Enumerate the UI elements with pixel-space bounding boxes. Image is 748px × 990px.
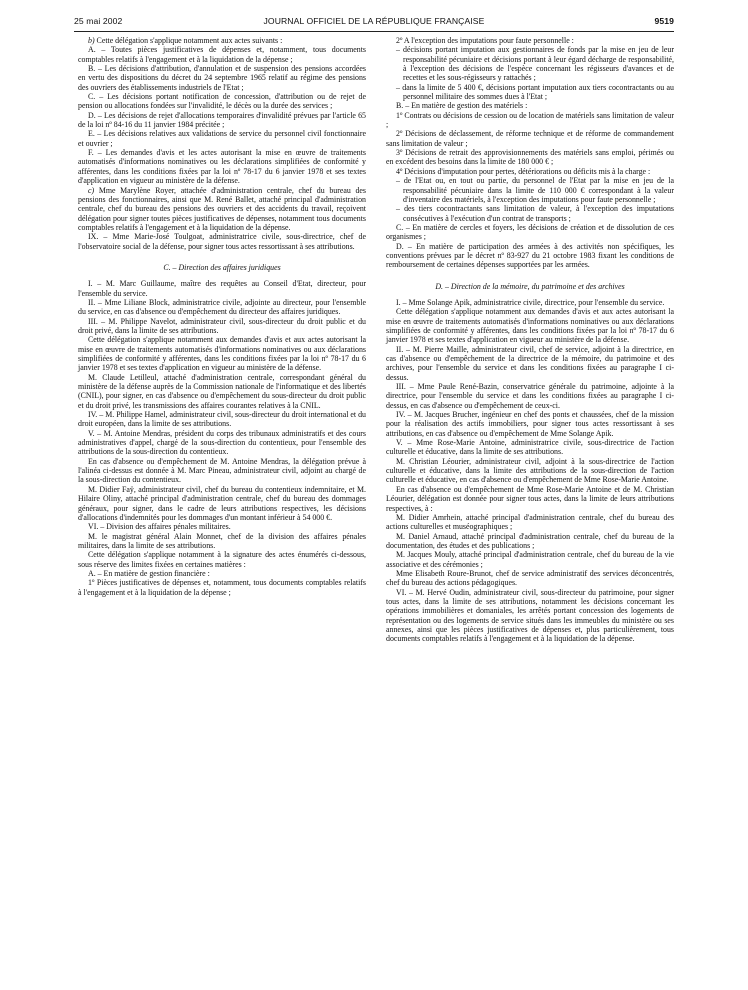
paragraph: I. – Mme Solange Apik, administratrice civile, directrice, pour l'ensemble du service. (396, 297, 665, 307)
paragraph: D. – Les décisions de rejet d'allocations temporaires d'invalidité prévues par l'article 65 de la loi nº 84-16 du 11 janvier 1984 précitée ; (78, 110, 366, 130)
paragraph: M. Didier Amrhein, attaché principal d'administration centrale, chef du bureau des actions culturelles et muséographiques ; (386, 512, 674, 532)
paragraph: M. Christian Léourier, administrateur civil, adjoint à la sous-directrice de l'action culturelle et éducative, dans la limite des attributions de la sous-direction de l'action culturelle et éducative, en cas d'absence ou d'empêchement de Mme Rose-Marie Antoine. (386, 456, 674, 485)
section-heading: D. – Direction de la mémoire, du patrimoine et des archives (435, 281, 625, 291)
header-rule (74, 31, 674, 32)
paragraph: V. – M. Antoine Mendras, président du corps des tribunaux administratifs et des cours administratives d'appel, chargé de la sous-direction du contentieux, pour l'ensemble des attributions de la sous-direction du contentieux. (78, 428, 366, 457)
paragraph: M. le magistrat général Alain Monnet, chef de la division des affaires pénales militaires, dans la limite de ses attributions. (78, 531, 366, 550)
paragraph: IV. – M. Jacques Brucher, ingénieur en chef des ponts et chaussées, chef de la mission pour la réalisation des actifs immobiliers, pour signer tous actes ressortissant à ses attributions, en cas d'absence ou d'empêchement de Mme Solange Apik. (386, 410, 674, 438)
paragraph: E. – Les décisions relatives aux validations de service du personnel civil fonctionnaire et ouvrier ; (78, 129, 366, 148)
paragraph: III. – M. Philippe Navelot, administrateur civil, sous-directeur du droit public et du droit privé, dans la limite de ses attributions. (78, 316, 366, 335)
paragraph: M. Didier Faÿ, administrateur civil, chef du bureau du contentieux indemnitaire, et M. Hilaire Oliny, attaché principal d'administration centrale, chef du bureau des dommages généraux, pour signer, dans le cadre de leurs attributions respectives, les décisions d'allocations d'indemnités pour les dommages d'un montant inférieur à 54 000 €. (78, 484, 366, 522)
list-item: – de l'Etat ou, en tout ou partie, du personnel de l'Etat par la mise en jeu de la responsabilité pécuniaire dans la limite de 110 000 € correspondant à la valeur d'inventaire des matériels, à l'exception des imputations pour faute personnelle ; (396, 176, 674, 204)
paragraph: Cette délégation s'applique notamment aux demandes d'avis et aux actes autorisant la mise en œuvre de traitements automatisés d'informations nominatives ou aux déclarations simplifiées de conformité y afférentes, dans les conditions fixées par la loi nº 78-17 du 6 janvier 1978 et ses textes d'application en vigueur au ministère de la défense. (78, 335, 366, 373)
paragraph: 2º Décisions de déclassement, de réforme technique et de réforme de commandement sans limitation de valeur ; (386, 129, 674, 148)
paragraph: I. – M. Marc Guillaume, maître des requêtes au Conseil d'Etat, directeur, pour l'ensemble du service. (78, 279, 366, 298)
paragraph: M. Claude Letilleul, attaché d'administration centrale, correspondant général du ministère de la défense auprès de la Commission nationale de l'informatique et des libertés (CNIL), pour signer, en cas d'absence ou d'empêchement du sous-directeur du droit public et du droit privé, les transmissions des affaires courantes relatives à la CNIL. (78, 372, 366, 410)
paragraph: IX. – Mme Marie-José Toulgoat, administratrice civile, sous-directrice, chef de l'observatoire social de la défense, pour signer tous actes ressortissant à ses attributions. (78, 232, 366, 251)
paragraph: 1º Contrats ou décisions de cession ou de location de matériels sans limitation de valeur ; (386, 110, 674, 130)
paragraph: A. – Toutes pièces justificatives de dépenses et, notamment, tous documents comptables relatifs à l'engagement et à la liquidation de la dépense ; (78, 45, 366, 64)
paragraph: b) Cette délégation s'applique notamment aux actes suivants : (88, 36, 283, 45)
paragraph: D. – En matière de participation des armées à des activités non spécifiques, les conventions prévues par le décret nº 83-927 du 21 octobre 1983 fixant les conditions de remboursement de certaines dépenses supportées par les armées. (386, 241, 674, 270)
paragraph: B. – En matière de gestion des matériels : (396, 101, 528, 111)
paragraph: 3º Décisions de retrait des approvisionnements des matériels sans emploi, périmés ou en excédent des besoins dans la limite de 180 000 € ; (386, 148, 674, 167)
paragraph: c) Mme Marylène Royer, attachée d'administration centrale, chef du bureau des pensions des fonctionnaires, ainsi que M. René Ballet, attaché principal d'administration centrale, chef du bureau des pensions des ouvriers et des accidents du travail, reçoivent délégation pour signer toutes pièces justificatives de dépenses, notamment tous documents comptables relatifs à l'engagement et à la liquidation de la dépense. (78, 185, 366, 232)
paragraph: F. – Les demandes d'avis et les actes autorisant la mise en œuvre de traitements automatisés d'informations nominatives ou les déclarations simplifiées de conformité y afférentes, dans les conditions fixées par la loi nº 78-17 du 6 janvier 1978 et ses textes d'application en vigueur au ministère de la défense. (78, 148, 366, 186)
paragraph: II. – M. Pierre Maille, administrateur civil, chef de service, adjoint à la directrice, en cas d'absence ou d'empêchement de la directrice de la mémoire, du patrimoine et des archives, pour l'ensemble du service et dans les conditions fixées au paragraphe I ci-dessus. (386, 344, 674, 382)
paragraph: En cas d'absence ou d'empêchement de M. Antoine Mendras, la délégation prévue à l'alinéa ci-dessus est donnée à M. Marc Pineau, administrateur civil, adjoint au chargé de la sous-direction du contentieux. (78, 456, 366, 485)
paragraph: Cette délégation s'applique notamment à la signature des actes énumérés ci-dessous, sous réserve des limites fixées en certaines matières : (78, 550, 366, 569)
paragraph: C. – Les décisions portant notification de concession, d'attribution ou de rejet de pension ou allocations fondées sur l'invalidité, le décès ou la durée des services ; (78, 92, 366, 111)
paragraph: C. – En matière de cercles et foyers, les décisions de création et de dissolution de ces organismes ; (386, 222, 674, 242)
paragraph: 4º Décisions d'imputation pour pertes, détériorations ou déficits mis à la charge : (396, 166, 651, 176)
paragraph: VI. – Division des affaires pénales militaires. (88, 522, 231, 532)
list-item: – décisions portant imputation aux gestionnaires de fonds par la mise en jeu de leur responsabilité pécuniaire et décisions portant à leur égard décharge de responsabilité, à l'exception des décisions de l'espèce concernant les régisseurs d'avances et de recettes et les sous-régisseurs y rattachés ; (396, 45, 674, 83)
section-heading: C. – Direction des affaires juridiques (163, 262, 281, 272)
paragraph: En cas d'absence ou d'empêchement de Mme Rose-Marie Antoine et de M. Christian Léourier, délégation est donnée pour signer tous actes, dans la limite de leurs attributions respectives, à : (386, 484, 674, 513)
paragraph: II. – Mme Liliane Block, administratrice civile, adjointe au directeur, pour l'ensemble du service, en cas d'absence ou d'empêchement du directeur des affaires juridiques. (78, 297, 366, 317)
paragraph: Mme Elisabeth Roure-Brunot, chef de service administratif des services déconcentrés, chef du bureau des actions pédagogiques. (386, 568, 674, 588)
issue-date: 25 mai 2002 (74, 16, 123, 26)
paragraph: M. Daniel Arnaud, attaché principal d'administration centrale, chef du bureau de la documentation, des études et des publications ; (386, 531, 674, 550)
paragraph: V. – Mme Rose-Marie Antoine, administratrice civile, sous-directrice de l'action culturelle et éducative, dans la limite de ses attributions. (386, 438, 674, 457)
paragraph: M. Jacques Mouly, attaché principal d'administration centrale, chef du bureau de la vie associative et des cérémonies ; (386, 550, 674, 569)
paragraph: B. – Les décisions d'attribution, d'annulation et de suspension des pensions accordées en vertu des dispositions du décret du 24 septembre 1965 relatif au régime des pensions des ouvriers des établissements industriels de l'Etat ; (78, 64, 366, 92)
journal-title: JOURNAL OFFICIEL DE LA RÉPUBLIQUE FRANÇAISE (263, 16, 485, 26)
paragraph: VI. – M. Hervé Oudin, administrateur civil, sous-directeur du patrimoine, pour signer tous actes, dans la limite de ses attributions, notamment les décisions concernant les opérations immobilières et domaniales, les arrêtés portant concession des logements de représentation ou des logements de service situés dans les immeubles du ministère ou ses annexes, ainsi que les pièces justificatives de dépenses et, plus particulièrement, tous documents comptables relatifs à l'engagement et à la liquidation de la dépense. (386, 587, 674, 644)
page-number: 9519 (654, 16, 674, 26)
paragraph: 1º Pièces justificatives de dépenses et, notamment, tous documents comptables relatifs à l'engagement et à la liquidation de la dépense ; (78, 578, 366, 597)
page-header (74, 16, 674, 30)
right-column (386, 36, 674, 644)
paragraph: A. – En matière de gestion financière : (88, 568, 210, 578)
list-item: – des tiers cocontractants sans limitation de valeur, à l'exception des imputations consécutives à l'exécution d'un contrat de transports ; (396, 204, 674, 223)
paragraph: III. – Mme Paule René-Bazin, conservatrice générale du patrimoine, adjointe à la directrice, pour l'ensemble du service et dans les conditions fixées au paragraphe I ci-dessus, en cas d'absence ou d'empêchement de ceux-ci. (386, 382, 674, 410)
left-column (78, 36, 366, 597)
paragraph: IV. – M. Philippe Hamel, administrateur civil, sous-directeur du droit international et du droit européen, dans la limite de ses attributions. (78, 410, 366, 429)
paragraph: 2º A l'exception des imputations pour faute personnelle : (396, 36, 574, 45)
list-item: – dans la limite de 5 400 €, décisions portant imputation aux tiers cocontractants ou au personnel militaire des sommes dues à l'Etat ; (396, 82, 674, 102)
paragraph: Cette délégation s'applique notamment aux demandes d'avis et aux actes autorisant la mise en œuvre de traitements automatisés d'informations nominatives ou aux déclarations simplifiées de conformité y afférentes, dans les conditions fixées par la loi nº 78-17 du 6 janvier 1978 et ses textes d'application en vigueur au ministère de la défense. (386, 307, 674, 345)
